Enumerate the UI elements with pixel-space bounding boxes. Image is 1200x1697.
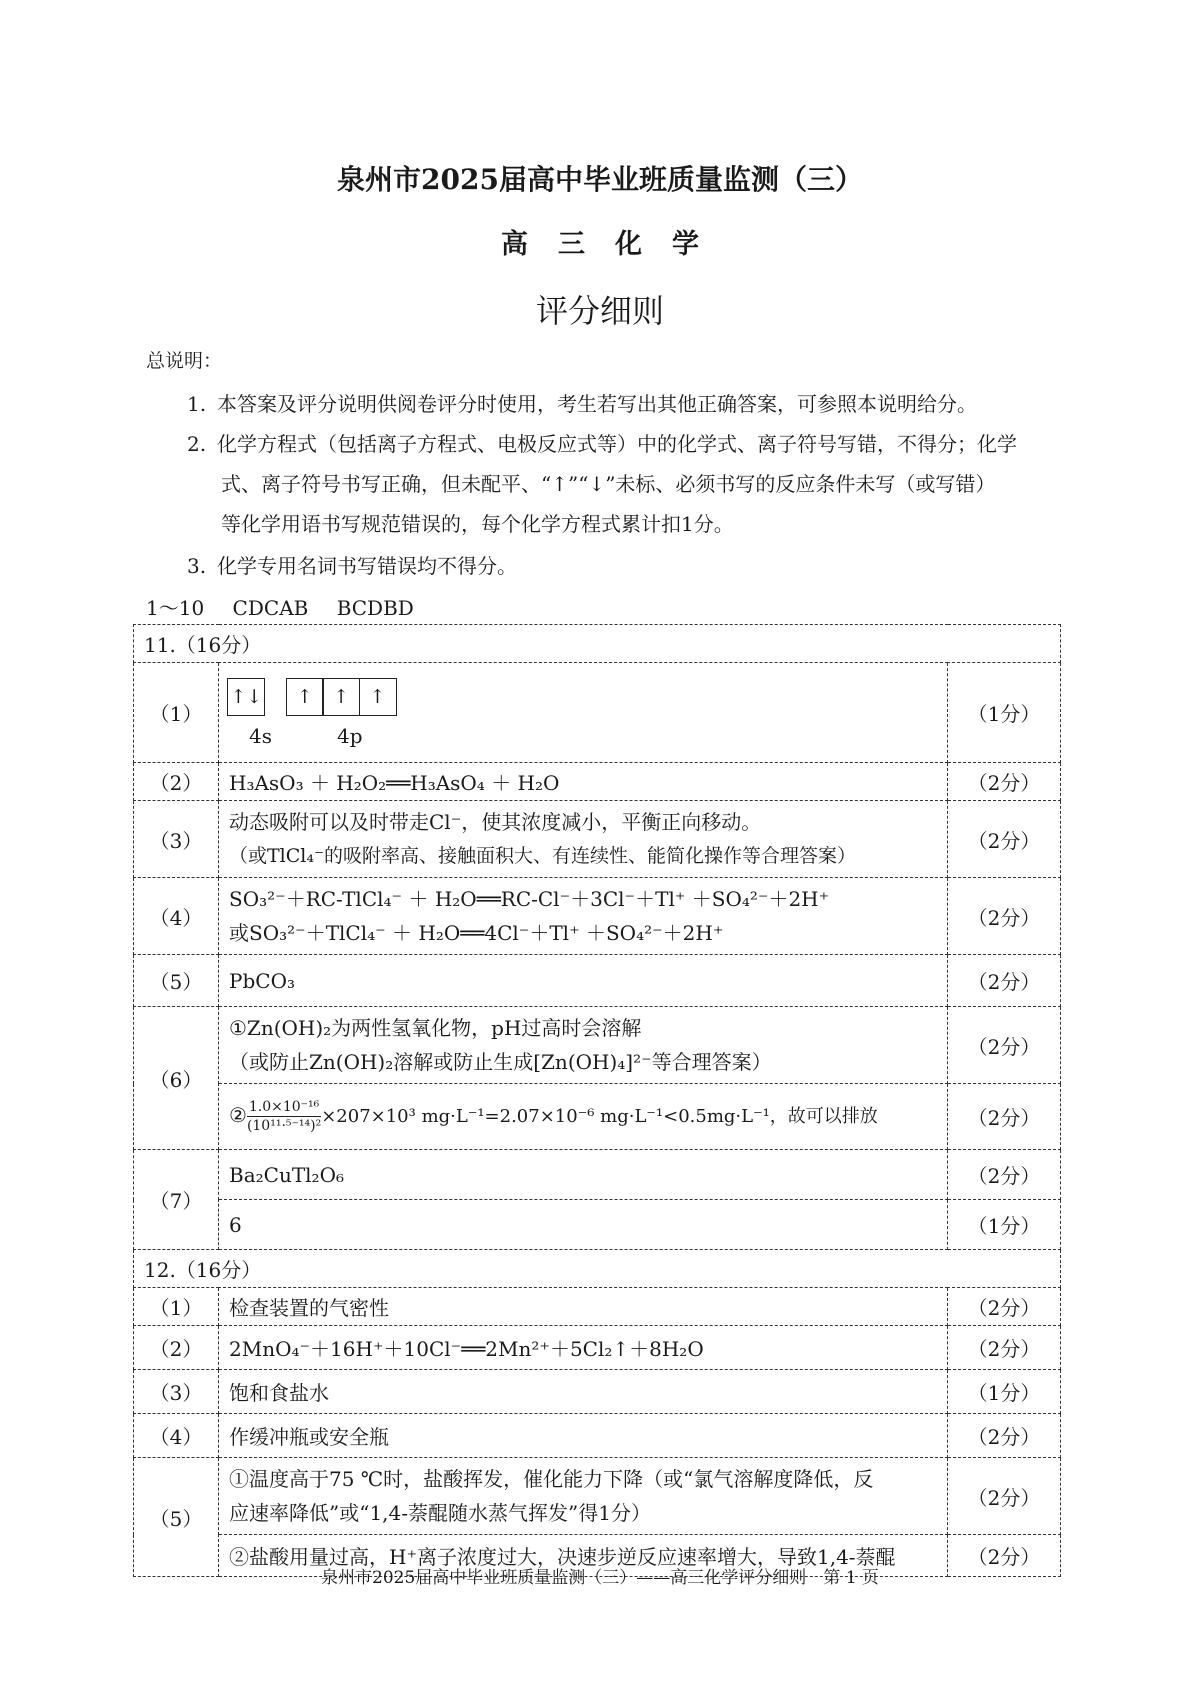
table-row — [134, 1007, 1061, 1084]
mcq-group-2: BCDBD — [336, 596, 414, 620]
part-label: （4） — [134, 878, 219, 955]
part-label: （7） — [134, 1150, 219, 1250]
answer-cell: Ba₂CuTl₂O₆ — [219, 1150, 948, 1200]
orbital-4p — [287, 678, 396, 716]
orbital-diagram — [229, 678, 937, 716]
table-row — [134, 763, 1061, 801]
answer-cell — [219, 1458, 948, 1535]
answer-cell — [219, 878, 948, 955]
page-footer: 泉州市2025届高中毕业班质量监测（三）——高三化学评分细则 第 1 页 — [321, 1568, 879, 1588]
note-text-cont: 式、离子符号书写正确，但未配平、“↑”“↓”未标、必须书写的反应条件未写（或写错） — [221, 472, 996, 496]
note-item-2 — [187, 424, 1077, 544]
note-text-cont: 等化学用语书写规范错误的，每个化学方程式累计扣1分。 — [221, 512, 734, 536]
part-label: （3） — [134, 1370, 219, 1414]
score-cell: （2分） — [948, 955, 1061, 1007]
score-cell: （2分） — [948, 1414, 1061, 1458]
table-row — [134, 1370, 1061, 1414]
table-row — [134, 1084, 1061, 1150]
orbital-box: ↑ — [322, 678, 360, 716]
fraction-denominator: (10¹¹·⁵⁻¹⁴)² — [246, 1118, 322, 1134]
table-row — [134, 955, 1061, 1007]
answer-cell: 检查装置的气密性 — [219, 1288, 948, 1326]
answer-cell: H₃AsO₃ ＋ H₂O₂══H₃AsO₄ ＋ H₂O — [219, 763, 948, 801]
answer-cell: PbCO₃ — [219, 955, 948, 1007]
answer-line: SO₃²⁻＋RC-TlCl₄⁻ ＋ H₂O══RC-Cl⁻＋3Cl⁻＋Tl⁺ ＋SO₄²⁻＋2H⁺ — [229, 887, 830, 911]
scoring-table — [133, 624, 1061, 1577]
part-label: （1） — [134, 663, 219, 763]
answer-line: ①温度高于75 ℃时，盐酸挥发，催化能力下降（或“氯气溶解度降低，反 — [229, 1467, 874, 1491]
score-cell: （1分） — [948, 1370, 1061, 1414]
score-cell: （2分） — [948, 878, 1061, 955]
orbital-box: ↑ — [286, 678, 324, 716]
answer-cell — [219, 1084, 948, 1150]
score-cell: （1分） — [948, 1200, 1061, 1250]
answer-line: 应速率降低”或“1,4-萘醌随水蒸气挥发”得1分） — [229, 1501, 651, 1525]
table-row — [134, 878, 1061, 955]
note-item-3 — [187, 546, 1077, 586]
score-cell: （2分） — [948, 1084, 1061, 1150]
q12-heading: 12.（16分） — [134, 1250, 1061, 1288]
mcq-range: 1～10 — [146, 596, 205, 620]
score-cell: （2分） — [948, 1288, 1061, 1326]
note-number: 3. — [187, 554, 207, 578]
table-row — [134, 1326, 1061, 1370]
table-row — [134, 1200, 1061, 1250]
table-row — [134, 1458, 1061, 1535]
score-cell: （2分） — [948, 801, 1061, 878]
orbital-box: ↑ — [359, 678, 397, 716]
score-cell: （1分） — [948, 663, 1061, 763]
answer-cell — [219, 663, 948, 763]
mcq-group-1: CDCAB — [232, 596, 309, 620]
part-label: （2） — [134, 1326, 219, 1370]
answer-line: ①Zn(OH)₂为两性氢氧化物，pH过高时会溶解 — [229, 1016, 642, 1040]
table-row — [134, 1414, 1061, 1458]
answer-cell: 6 — [219, 1200, 948, 1250]
part-label: （5） — [134, 1458, 219, 1577]
part-label: （5） — [134, 955, 219, 1007]
score-cell: （2分） — [948, 1458, 1061, 1535]
orbital-4s — [229, 678, 265, 716]
document-subtitle: 评分细则 — [535, 292, 664, 330]
fraction — [247, 1098, 321, 1135]
note-item-1 — [187, 384, 1077, 424]
answer-line: （或防止Zn(OH)₂溶解或防止生成[Zn(OH)₄]²⁻等合理答案） — [229, 1050, 772, 1074]
answer-line: （或TlCl₄⁻的吸附率高、接触面积大、有连续性、能简化操作等合理答案） — [229, 845, 857, 867]
note-number: 1. — [187, 392, 207, 416]
table-row — [134, 801, 1061, 878]
note-number: 2. — [187, 432, 207, 456]
answer-cell: 饱和食盐水 — [219, 1370, 948, 1414]
notes-heading: 总说明： — [146, 350, 223, 372]
answer-line: 动态吸附可以及时带走Cl⁻，使其浓度减小，平衡正向移动。 — [229, 810, 762, 834]
orbital-labels — [229, 724, 937, 748]
part-label: （6） — [134, 1007, 219, 1150]
answer-cell: 作缓冲瓶或安全瓶 — [219, 1414, 948, 1458]
calc-prefix: ② — [229, 1103, 247, 1127]
part-label: （3） — [134, 801, 219, 878]
orbital-label: 4s — [249, 723, 272, 748]
section-row — [134, 1250, 1061, 1288]
note-text: 化学专用名词书写错误均不得分。 — [217, 554, 517, 578]
part-label: （4） — [134, 1414, 219, 1458]
answer-line: 或SO₃²⁻＋TlCl₄⁻ ＋ H₂O══4Cl⁻＋Tl⁺ ＋SO₄²⁻＋2H⁺ — [229, 921, 724, 945]
note-text: 化学方程式（包括离子方程式、电极反应式等）中的化学式、离子符号写错，不得分；化学 — [217, 432, 1017, 456]
mcq-answers — [146, 592, 436, 621]
subject-title: 高三化学 — [501, 229, 729, 260]
note-text: 本答案及评分说明供阅卷评分时使用，考生若写出其他正确答案，可参照本说明给分。 — [217, 392, 977, 416]
orbital-box: ↑↓ — [227, 678, 265, 716]
score-cell: （2分） — [948, 1150, 1061, 1200]
table-row — [134, 1150, 1061, 1200]
answer-cell — [219, 1007, 948, 1084]
answer-cell: 2MnO₄⁻＋16H⁺＋10Cl⁻══2Mn²⁺＋5Cl₂↑＋8H₂O — [219, 1326, 948, 1370]
fraction-numerator: 1.0×10⁻¹⁶ — [248, 1099, 320, 1115]
part-label: （1） — [134, 1288, 219, 1326]
table-row — [134, 663, 1061, 763]
answer-cell — [219, 801, 948, 878]
score-cell: （2分） — [948, 1535, 1061, 1577]
table-row — [134, 1288, 1061, 1326]
score-cell: （2分） — [948, 763, 1061, 801]
score-cell: （2分） — [948, 1326, 1061, 1370]
orbital-label: 4p — [337, 723, 363, 748]
calc-tail: ×207×10³ mg·L⁻¹=2.07×10⁻⁶ mg·L⁻¹<0.5mg·L⁻¹，故可以排放 — [321, 1106, 878, 1127]
section-row — [134, 625, 1061, 663]
document-title: 泉州市2025届高中毕业班质量监测（三） — [337, 163, 863, 196]
score-cell: （2分） — [948, 1007, 1061, 1084]
part-label: （2） — [134, 763, 219, 801]
q11-heading: 11.（16分） — [134, 625, 1061, 663]
answer-cell: ②盐酸用量过高，H⁺离子浓度过大，决速步逆反应速率增大，导致1,4-萘醌 — [219, 1535, 948, 1577]
